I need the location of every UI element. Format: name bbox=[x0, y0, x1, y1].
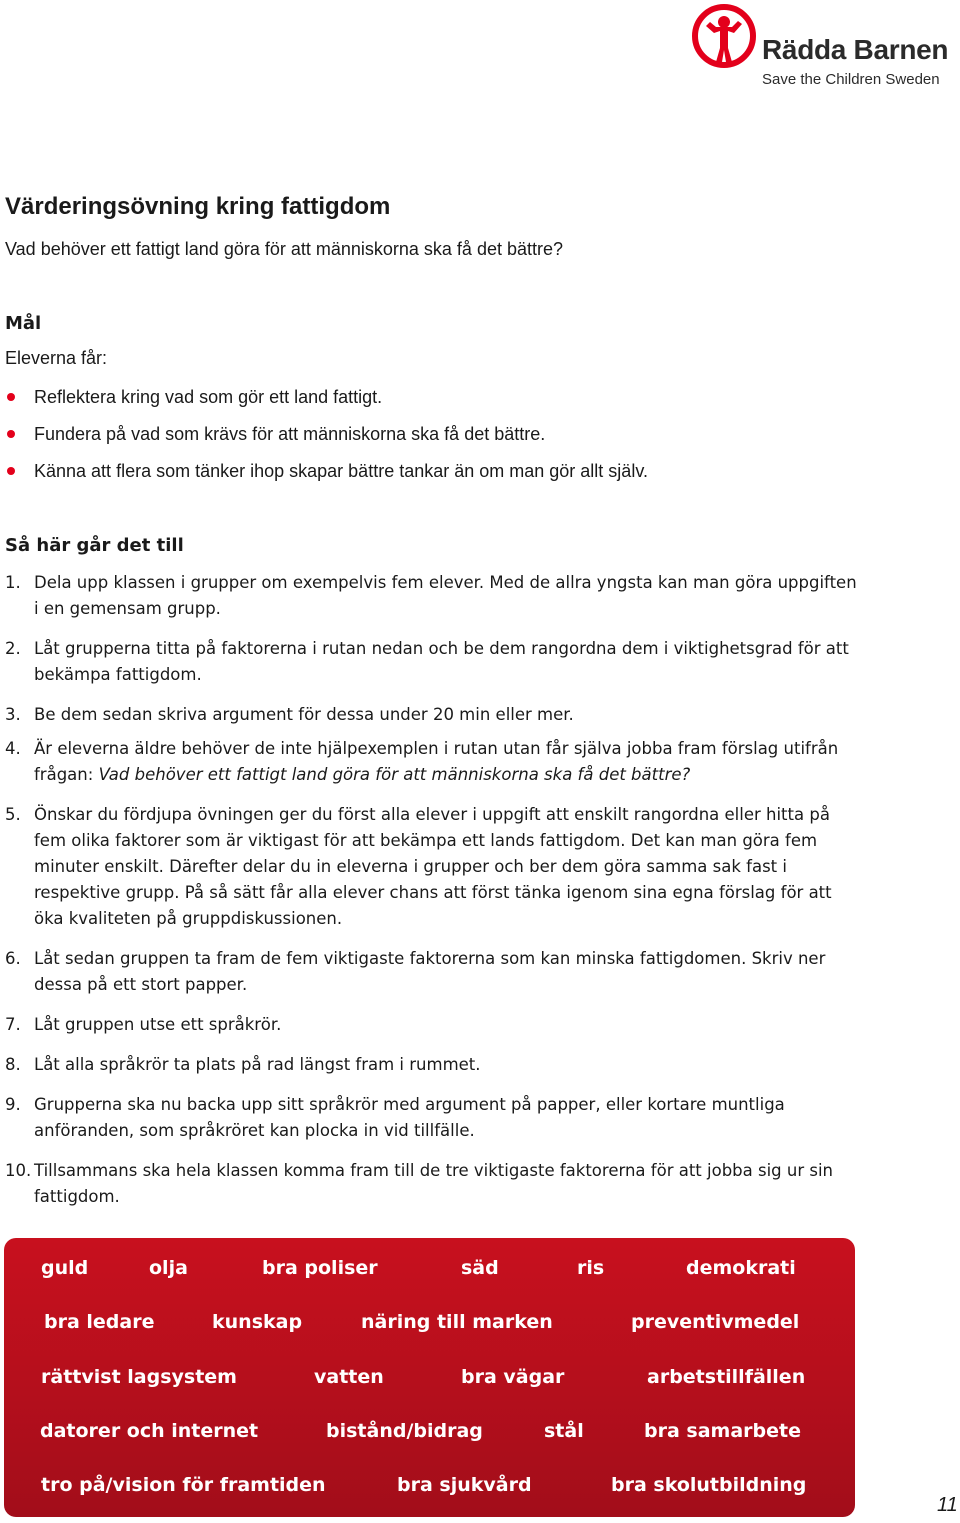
factor-word: stål bbox=[544, 1420, 584, 1442]
step-number: 3. bbox=[5, 705, 21, 724]
bullet-icon bbox=[7, 393, 15, 401]
step-item bbox=[5, 802, 865, 932]
rb-logo bbox=[692, 4, 960, 90]
how-heading: Så här går det till bbox=[5, 535, 184, 556]
child-figure-logo-icon bbox=[692, 4, 756, 68]
step-item bbox=[5, 946, 865, 998]
step-text: Låt grupperna titta på faktorerna i rutan nedan och be dem rangordna dem i viktighetsgrad för att bekämpa fattigdom. bbox=[34, 639, 849, 684]
step-item bbox=[5, 1158, 865, 1210]
factor-word: guld bbox=[41, 1257, 89, 1279]
step-number: 10. bbox=[5, 1161, 32, 1180]
factor-word: bistånd/bidrag bbox=[326, 1420, 483, 1442]
factor-word: tro på/vision för framtiden bbox=[41, 1474, 326, 1496]
step-number: 4. bbox=[5, 739, 21, 758]
factor-word: ris bbox=[577, 1257, 605, 1279]
step-text: Låt sedan gruppen ta fram de fem viktigaste faktorerna som kan minska fattigdomen. Skriv ner dessa på ett stort papper. bbox=[34, 949, 826, 994]
goal-intro: Eleverna får: bbox=[5, 348, 108, 368]
org-tagline: Save the Children Sweden bbox=[762, 71, 940, 88]
steps-list bbox=[5, 570, 865, 1224]
goal-list bbox=[5, 384, 648, 495]
step-number: 1. bbox=[5, 573, 21, 592]
step-text: Låt alla språkrör ta plats på rad längst fram i rummet. bbox=[34, 1055, 481, 1074]
step-number: 6. bbox=[5, 949, 21, 968]
goal-item bbox=[5, 421, 648, 458]
factor-word: rättvist lagsystem bbox=[41, 1366, 237, 1388]
factor-word: olja bbox=[149, 1257, 188, 1279]
factor-word: säd bbox=[461, 1257, 499, 1279]
factor-word: preventivmedel bbox=[631, 1311, 800, 1333]
factor-word: demokrati bbox=[686, 1257, 796, 1279]
goal-item-text: Reflektera kring vad som gör ett land fattigt. bbox=[34, 387, 383, 407]
step-number: 8. bbox=[5, 1055, 21, 1074]
step-item bbox=[5, 702, 865, 728]
step-number: 5. bbox=[5, 805, 21, 824]
factor-word: vatten bbox=[314, 1366, 384, 1388]
step-text: Grupperna ska nu backa upp sitt språkrör med argument på papper, eller kortare muntliga anföranden, som språkröret kan plocka in vid tillfälle. bbox=[34, 1095, 785, 1140]
step-item bbox=[5, 570, 865, 622]
bullet-icon bbox=[7, 430, 15, 438]
goal-heading: Mål bbox=[5, 313, 42, 334]
step-number: 2. bbox=[5, 639, 21, 658]
page-number: 11 bbox=[937, 1494, 958, 1516]
step-item bbox=[5, 1052, 865, 1078]
step-number: 9. bbox=[5, 1095, 21, 1114]
goal-item-text: Fundera på vad som krävs för att människorna ska få det bättre. bbox=[34, 424, 546, 444]
step-text: Be dem sedan skriva argument för dessa under 20 min eller mer. bbox=[34, 705, 574, 724]
factor-word: bra samarbete bbox=[644, 1420, 801, 1442]
factor-word: arbetstillfällen bbox=[647, 1366, 806, 1388]
step-number: 7. bbox=[5, 1015, 21, 1034]
factor-word: bra skolutbildning bbox=[611, 1474, 807, 1496]
step-question-italic: Vad behöver ett fattigt land göra för att människorna ska få det bättre? bbox=[98, 765, 691, 784]
step-item bbox=[5, 736, 865, 788]
step-text: Är eleverna äldre behöver de inte hjälpexemplen i rutan utan får själva jobba fram förslag utifrån frågan: bbox=[34, 739, 839, 784]
factor-word: bra sjukvård bbox=[397, 1474, 532, 1496]
factor-word: datorer och internet bbox=[40, 1420, 259, 1442]
factors-box bbox=[4, 1238, 855, 1517]
goal-item bbox=[5, 458, 648, 495]
step-text: Låt gruppen utse ett språkrör. bbox=[34, 1015, 282, 1034]
step-item bbox=[5, 1012, 865, 1038]
lead-question: Vad behöver ett fattigt land göra för att människorna ska få det bättre? bbox=[5, 239, 563, 259]
step-item bbox=[5, 636, 865, 688]
step-text: Önskar du fördjupa övningen ger du först alla elever i uppgift att enskilt rangordna eller hitta på fem olika faktorer som är viktigast för att bekämpa ett lands fattigdom. Det kan man göra fem minuter enskilt. Därefter delar du in eleverna i grupper och ber dem göra samma sak fast i respektive grupp. På så sätt får alla elever chans att först tänka igenom sina egna förslag för att öka kvaliteten på gruppdiskussionen. bbox=[34, 805, 832, 928]
org-name: Rädda Barnen bbox=[762, 34, 949, 65]
factor-word: kunskap bbox=[212, 1311, 303, 1333]
step-text: Tillsammans ska hela klassen komma fram till de tre viktigaste faktorerna för att jobba sig ur sin fattigdom. bbox=[34, 1161, 834, 1206]
factor-word: bra poliser bbox=[262, 1257, 378, 1279]
factor-word: bra ledare bbox=[44, 1311, 155, 1333]
factor-word: bra vägar bbox=[461, 1366, 565, 1388]
bullet-icon bbox=[7, 467, 15, 475]
factor-word: näring till marken bbox=[361, 1311, 553, 1333]
step-text: Dela upp klassen i grupper om exempelvis fem elever. Med de allra yngsta kan man göra uppgiften i en gemensam grupp. bbox=[34, 573, 857, 618]
step-item bbox=[5, 1092, 865, 1144]
goal-item bbox=[5, 384, 648, 421]
goal-item-text: Känna att flera som tänker ihop skapar bättre tankar än om man gör allt själv. bbox=[34, 461, 648, 481]
page-title: Värderingsövning kring fattigdom bbox=[5, 193, 391, 220]
